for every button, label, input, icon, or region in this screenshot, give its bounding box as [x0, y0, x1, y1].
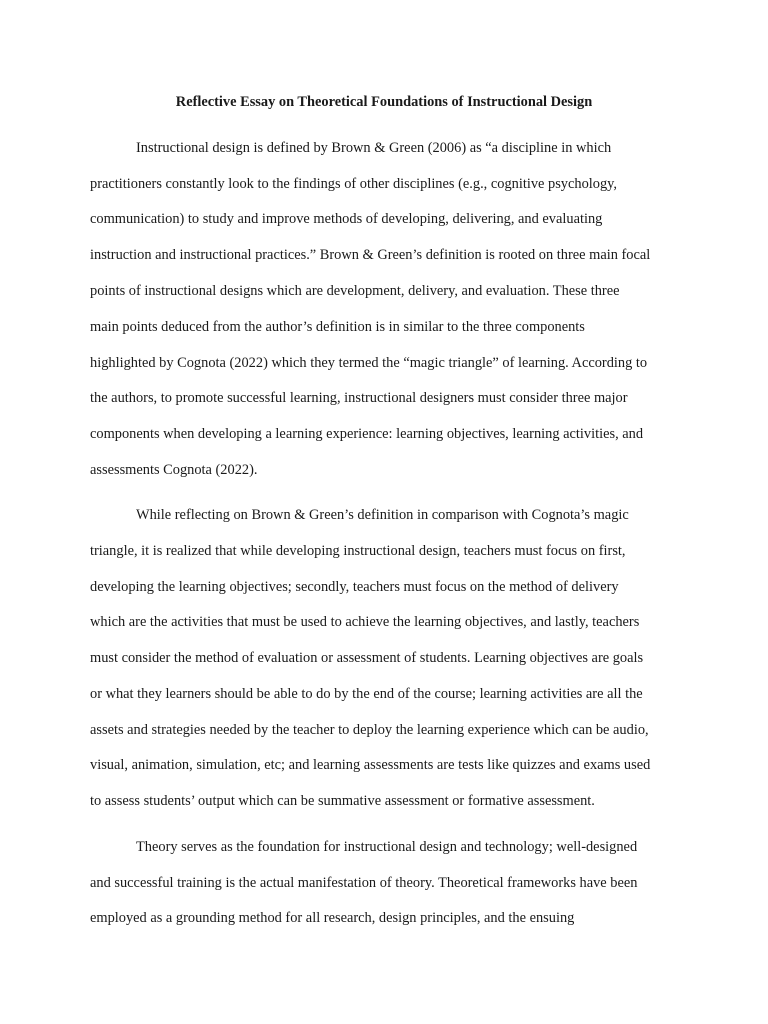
paragraph-1-line-2: practitioners constantly look to the findings of other disciplines (e.g., cognitive psychology,: [90, 176, 618, 192]
paragraph-1-line-6: main points deduced from the author’s definition is in similar to the three components: [90, 319, 585, 335]
paragraph-2-line-6: or what they learners should be able to do by the end of the course; learning activities are all the: [90, 686, 643, 702]
paragraph-2-line-9: to assess students’ output which can be summative assessment or formative assessment.: [90, 793, 595, 809]
paragraph-2-line-8: visual, animation, simulation, etc; and learning assessments are tests like quizzes and exams used: [90, 757, 651, 773]
paragraph-1-line-8: the authors, to promote successful learning, instructional designers must consider three major: [90, 390, 628, 406]
paragraph-3-line-2: and successful training is the actual manifestation of theory. Theoretical frameworks have been: [90, 875, 638, 891]
paragraph-2-line-4: which are the activities that must be used to achieve the learning objectives, and lastly, teachers: [90, 614, 640, 630]
paragraph-1-line-5: points of instructional designs which are development, delivery, and evaluation. These three: [90, 283, 620, 299]
paragraph-2-line-5: must consider the method of evaluation or assessment of students. Learning objectives are goals: [90, 650, 644, 666]
paragraph-1-line-1: Instructional design is defined by Brown & Green (2006) as “a discipline in which: [136, 140, 612, 156]
paragraph-1-line-7: highlighted by Cognota (2022) which they termed the “magic triangle” of learning. According to: [90, 355, 648, 371]
paragraph-1-line-10: assessments Cognota (2022).: [90, 462, 258, 478]
paragraph-3-line-3: employed as a grounding method for all research, design principles, and the ensuing: [90, 910, 575, 926]
paragraph-1-line-3: communication) to study and improve methods of developing, delivering, and evaluating: [90, 211, 603, 227]
paragraph-2-line-3: developing the learning objectives; secondly, teachers must focus on the method of delivery: [90, 579, 619, 595]
paragraph-3-line-1: Theory serves as the foundation for instructional design and technology; well-designed: [136, 839, 638, 855]
paragraph-1-line-4: instruction and instructional practices.” Brown & Green’s definition is rooted on three main focal: [90, 247, 651, 263]
paragraph-2-line-1: While reflecting on Brown & Green’s definition in comparison with Cognota’s magic: [136, 507, 629, 523]
paragraph-2-line-7: assets and strategies needed by the teacher to deploy the learning experience which can be audio,: [90, 722, 649, 738]
document-title: Reflective Essay on Theoretical Foundations of Instructional Design: [175, 94, 593, 110]
paragraph-1-line-9: components when developing a learning experience: learning objectives, learning activities, and: [90, 426, 644, 442]
paragraph-2-line-2: triangle, it is realized that while developing instructional design, teachers must focus on first,: [90, 543, 626, 559]
